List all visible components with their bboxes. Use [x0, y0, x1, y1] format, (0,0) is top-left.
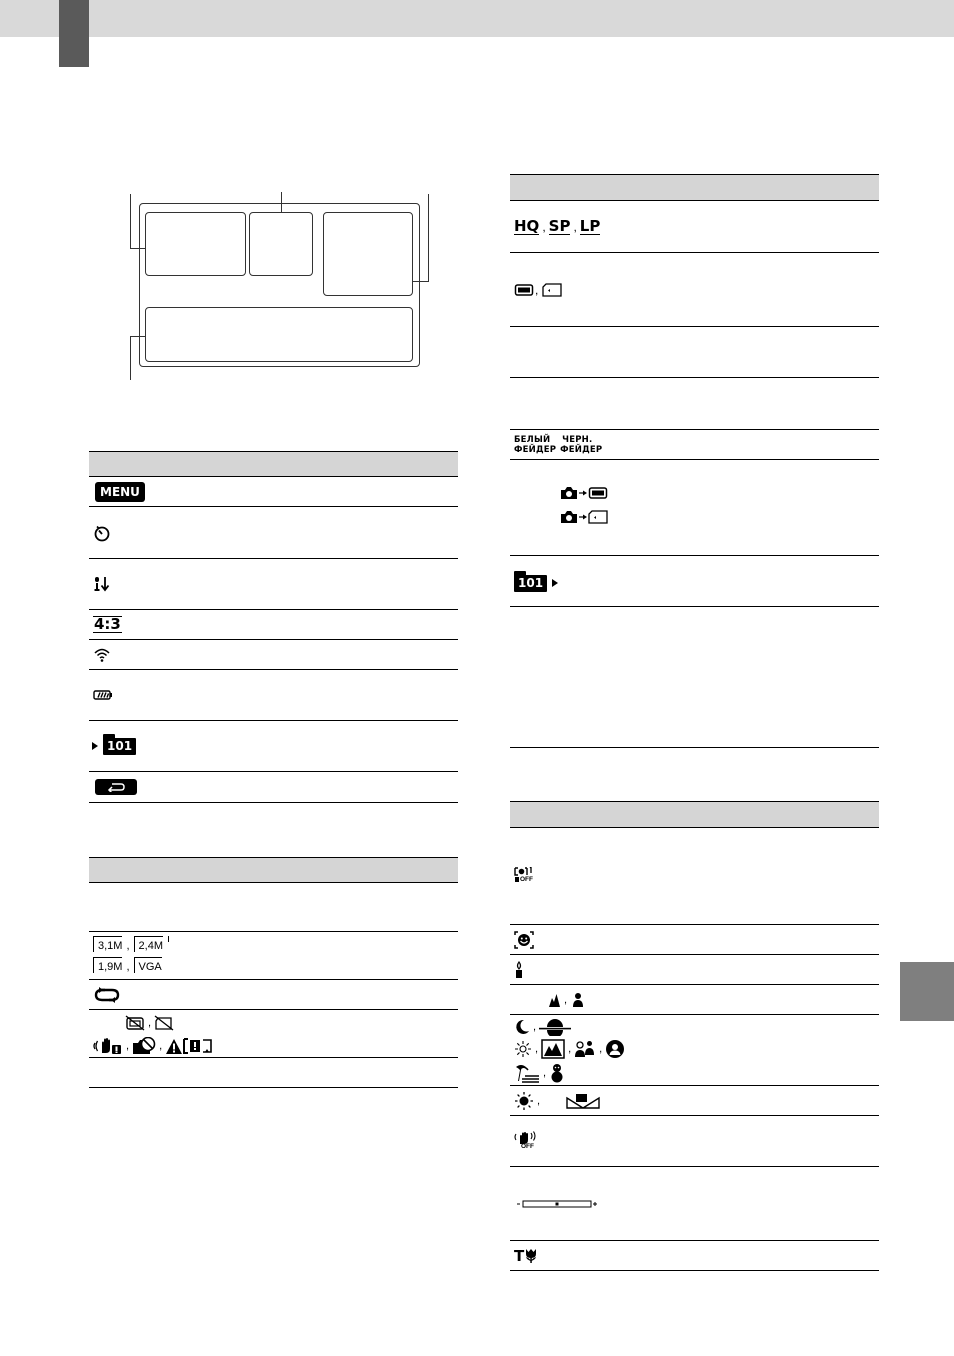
table-row: [89, 477, 458, 507]
repeat-icon: [93, 987, 121, 1003]
return-button-icon[interactable]: [95, 779, 137, 795]
table-lower-left: [89, 857, 458, 1088]
internal-memory-icon: [588, 486, 608, 500]
leader-line-left-top-h: [130, 248, 145, 249]
smile-shutter-icon: [514, 931, 534, 949]
table-upper-right: [510, 174, 879, 748]
leader-line-left-top: [130, 194, 131, 249]
image-size-2-4m-icon: 2,4M: [134, 936, 163, 952]
leader-line-right: [428, 194, 429, 282]
diagram-area-upper-right: [323, 212, 413, 296]
exposure-slider-icon[interactable]: [516, 1199, 598, 1209]
play-arrow-icon: [550, 578, 560, 588]
chapter-tab-marker: [59, 0, 89, 67]
table-header: [89, 451, 458, 477]
table-header: [510, 174, 879, 201]
landscape-icon: [548, 992, 562, 1008]
side-index-tab: [900, 962, 954, 1021]
mic-level-icon: [93, 575, 111, 593]
snow-icon: [549, 1063, 565, 1083]
table-header: [510, 801, 879, 828]
memory-warning-icon: [125, 1015, 145, 1031]
one-push-white-balance-icon: [566, 1093, 602, 1109]
shake-warning-icon: [93, 1037, 123, 1055]
table-row: [89, 670, 458, 721]
table-row: [510, 1241, 879, 1271]
memory-card-icon: [588, 510, 608, 524]
leader-line-left-bottom: [130, 336, 131, 380]
return-arrow-icon: [106, 782, 126, 792]
portrait-icon: [572, 992, 584, 1008]
table-row: [510, 556, 879, 607]
leader-line-left-bottom-h: [130, 336, 145, 337]
table-row: [510, 925, 879, 955]
image-size-1-9m-icon: 1,9M: [93, 957, 122, 973]
table-row: , , , , ,: [510, 1015, 879, 1086]
table-row: [89, 1058, 458, 1088]
tele-macro-flower-icon: [524, 1248, 538, 1264]
table-row: [510, 378, 879, 430]
tele-macro-t-icon: T: [514, 1246, 525, 1265]
table-row: ,: [510, 1086, 879, 1116]
table-row: 3,1M , 2,4M 1,9M , VGA: [89, 932, 458, 980]
play-arrow-icon: [91, 741, 99, 751]
fireworks-icon: [514, 1040, 532, 1058]
table-row: [89, 610, 458, 640]
image-size-3-1m-icon: 3,1M: [93, 936, 122, 952]
table-row: [510, 607, 879, 748]
portrait-scene-icon: [574, 1039, 596, 1059]
table-row: [510, 460, 879, 556]
diagram-area-bottom: [145, 307, 413, 362]
table-row: [510, 955, 879, 985]
table-upper-left: [89, 451, 458, 803]
quality-hq-icon: HQ: [514, 216, 540, 235]
folder-101-icon: 101: [514, 575, 547, 592]
table-row: [89, 559, 458, 610]
white-fader-icon: БЕЛЫЙ ФЕЙДЕР: [514, 434, 557, 455]
screen-indicator-layout-diagram: [125, 190, 435, 380]
diagram-area-upper-left: [145, 212, 246, 276]
diagram-area-center: [249, 212, 313, 276]
table-row: HQ , SP , LP: [510, 201, 879, 253]
table-row: [510, 828, 879, 925]
camera-warning-icon: [132, 1037, 156, 1055]
camera-icon: [560, 486, 578, 500]
table-row: [89, 721, 458, 772]
warning-triangle-icon: [165, 1038, 183, 1055]
arrow-right-icon: [578, 513, 588, 521]
table-row: , , ,: [89, 1010, 458, 1058]
table-row: [89, 640, 458, 670]
arrow-right-icon: [578, 489, 588, 497]
spotlight-icon: [605, 1039, 625, 1059]
sunrise-sunset-icon: [539, 1018, 571, 1036]
image-size-vga-icon: VGA: [134, 957, 162, 973]
table-row: ,: [510, 985, 879, 1015]
table-row: [510, 1116, 879, 1167]
table-row: [510, 430, 879, 460]
menu-button-icon[interactable]: MENU: [95, 482, 145, 502]
table-row: [89, 883, 458, 932]
beach-icon: [514, 1063, 540, 1083]
face-detection-off-icon: OFF: [514, 867, 536, 885]
internal-memory-icon: [514, 283, 534, 297]
table-row: [89, 772, 458, 803]
table-row: ,: [510, 253, 879, 327]
white-balance-sun-icon: [514, 1091, 534, 1111]
quality-sp-icon: SP: [548, 216, 571, 235]
wireless-icon: [93, 647, 111, 663]
self-timer-icon: [93, 524, 111, 542]
steadyshot-off-icon: OFF: [514, 1131, 538, 1151]
table-header: [89, 857, 458, 883]
leader-line-right-h: [413, 281, 429, 282]
black-fader-icon: ЧЕРН. ФЕЙДЕР: [560, 434, 603, 455]
folder-101-icon: 101: [103, 738, 136, 755]
battery-icon: [93, 690, 113, 700]
table-row: [89, 507, 458, 559]
table-row: [510, 1167, 879, 1241]
card-error-icon: [183, 1037, 213, 1055]
memory-card-icon: [542, 283, 562, 297]
card-warning-icon: [154, 1015, 174, 1031]
landscape-scene-icon: [541, 1039, 565, 1059]
table-lower-right: [510, 801, 879, 1271]
night-scene-icon: [514, 1018, 530, 1036]
camera-icon: [560, 510, 578, 524]
low-lux-candle-icon: [514, 961, 524, 979]
header-band: [0, 0, 954, 37]
table-row: [510, 327, 879, 378]
aspect-ratio-icon: 4:3: [94, 615, 121, 633]
table-row: [89, 980, 458, 1010]
quality-lp-icon: LP: [579, 216, 601, 235]
leader-line-center: [281, 192, 282, 212]
